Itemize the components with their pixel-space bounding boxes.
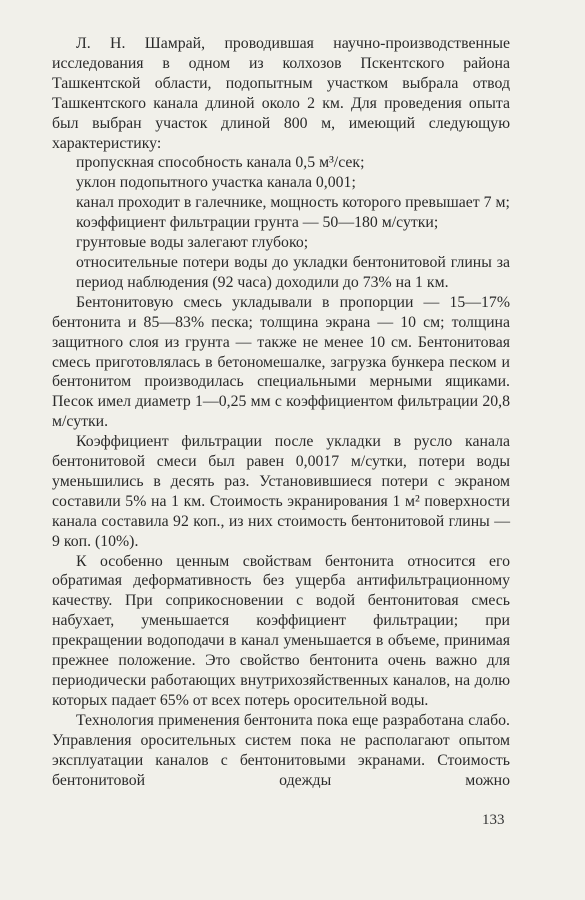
characteristic-item: пропускная способность канала 0,5 м³/сек;: [76, 154, 365, 172]
characteristics-list: [52, 153, 510, 292]
characteristic-item: грунтовые воды залегают глубоко;: [76, 234, 309, 252]
characteristic-item: канал проходит в галечнике, мощность которого превышает 7 м;: [76, 194, 510, 212]
characteristic-item: коэффициент фильтрации грунта — 50—180 м/сутки;: [76, 214, 439, 232]
characteristic-item: относительные потери воды до укладки бентонитовой глины за период наблюдения (92 часа) доходили до 73% на 1 км.: [76, 253, 510, 291]
paragraph-2: Бентонитовую смесь укладывали в пропорции — 15—17% бентонита и 85—83% песка; толщина экрана — 10 см; толщина защитного слоя из грунта — также не менее 10 см. Бентонитовая смесь приготовлялась в бетономешалке, загрузка бункера песком и бентонитом производилась специальными мерными ящиками. Песок имел диаметр 1—0,25 мм с коэффициентом фильтрации 20,8 м/сутки.: [52, 293, 510, 431]
page-text: [52, 34, 510, 790]
paragraph-5: Технология применения бентонита пока еще разработана слабо. Управления оросительных систем пока не располагают опытом эксплуатации каналов с бентонитовыми экранами. Стоимость бентонитовой одежды можно: [52, 711, 510, 789]
paragraph-1: Л. Н. Шамрай, проводившая научно-производственные исследования в одном из колхозов Пскентского района Ташкентской области, подопытным участком выбрала отвод Ташкентского канала длиной около 2 км. Для проведения опыта был выбран участок длиной 800 м, имеющий следующую характеристику:: [52, 35, 510, 152]
paragraph-3: Коэффициент фильтрации после укладки в русло канала бентонитовой смеси был равен 0,0017 м/сутки, потери воды уменьшились в десять раз. Установившиеся потери с экраном составили 5% на 1 км. Стоимость экранирования 1 м² поверхности канала составила 92 коп., из них стоимость бентонитовой глины — 9 коп. (10%).: [52, 433, 510, 550]
paragraph-4: К особенно ценным свойствам бентонита относится его обратимая деформативность без ущерба антифильтрационному качеству. При соприкосновении с водой бентонитовая смесь набухает, уменьшается коэффициент фильтрации; при прекращении водоподачи в канал уменьшается в объеме, принимая прежнее положение. Это свойство бентонита очень важно для периодически работающих внутрихозяйственных каналов, на долю которых падает 65% от всех потерь оросительной воды.: [52, 552, 510, 709]
page-number: 133: [482, 812, 505, 828]
characteristic-item: уклон подопытного участка канала 0,001;: [76, 174, 356, 192]
